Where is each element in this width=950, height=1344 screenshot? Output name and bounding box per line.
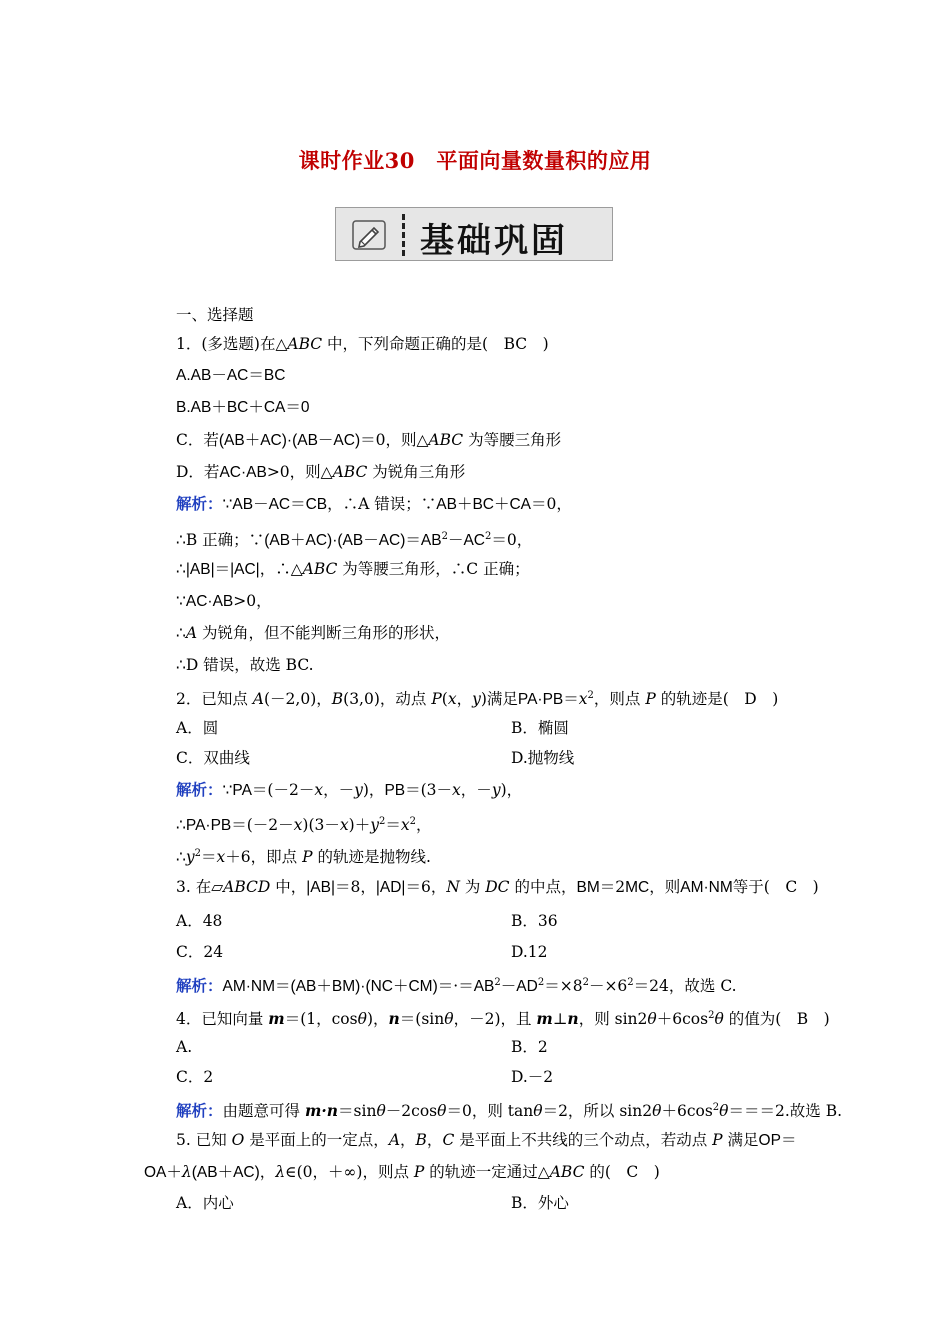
text-run: θ	[376, 1102, 386, 1121]
text-run: B	[415, 1131, 427, 1149]
content-line	[511, 911, 558, 931]
text-run: P	[302, 848, 313, 867]
text-run: (AB＋AC)·(AB－AC)	[218, 432, 361, 449]
content-line	[176, 305, 254, 325]
text-run: y	[354, 781, 363, 799]
content-line	[176, 1037, 192, 1057]
text-run: (AB＋AC)·(AB－AC)＝AB	[264, 532, 442, 550]
content-line	[176, 591, 272, 612]
text-run: D．若	[176, 463, 220, 481]
text-run: y	[185, 848, 195, 867]
content-line	[176, 780, 522, 801]
text-run: B．外心	[511, 1194, 569, 1212]
text-run: ∴	[176, 848, 186, 867]
banner-label: 基础巩固	[420, 221, 568, 261]
text-run: C．2	[176, 1068, 214, 1086]
content-line	[176, 844, 431, 867]
text-run: MC	[625, 879, 650, 896]
text-run: ，	[259, 1163, 276, 1181]
content-line	[176, 365, 285, 386]
text-run: ＝0，则△	[360, 431, 429, 449]
text-run: 3. 在▱	[176, 878, 224, 896]
text-run: ＝·＝	[437, 977, 474, 996]
text-run: ＝(3－	[405, 781, 453, 799]
text-run: ABC	[428, 431, 464, 449]
text-run: ＝0，则 tan	[446, 1102, 534, 1121]
text-run: ∵	[222, 495, 233, 513]
content-line	[511, 718, 569, 738]
text-run: N	[446, 878, 460, 896]
text-run: 解析：	[176, 1101, 223, 1121]
text-run: )，	[362, 781, 385, 799]
text-run: ，－	[460, 781, 492, 799]
content-line	[176, 397, 310, 418]
text-run: PA·PB	[185, 817, 232, 835]
text-run: ∵	[176, 592, 186, 610]
text-run: A．内心	[176, 1194, 234, 1212]
section-banner	[335, 207, 613, 261]
text-run: 等于( C )	[732, 878, 819, 896]
text-run: ＝(sin	[399, 1010, 445, 1029]
text-run: 2	[494, 977, 501, 988]
text-run: AC·AB	[219, 464, 267, 481]
text-run: x	[578, 690, 588, 709]
text-run: ＝＝＝2.故选 B.	[728, 1102, 843, 1121]
content-line	[176, 334, 549, 354]
text-run: －AC	[447, 532, 486, 550]
text-run: )，	[500, 781, 523, 799]
text-run: ABC	[549, 1163, 585, 1181]
text-run: ＝24，故选 C.	[633, 977, 737, 996]
text-run: ，∴A 错误；∵	[327, 495, 437, 513]
text-run: x	[314, 781, 324, 799]
text-run: 为锐角，但不能判断三角形的形状，	[197, 624, 451, 642]
content-line	[176, 911, 222, 931]
text-run: A.	[176, 1038, 193, 1056]
text-run: C	[442, 1131, 455, 1149]
text-run: －2cos	[385, 1102, 438, 1121]
text-run: ，则 sin2	[578, 1010, 648, 1029]
content-line	[511, 1193, 569, 1213]
text-run: 2	[708, 1010, 715, 1021]
content-line	[176, 1067, 213, 1087]
text-run: C．若	[176, 431, 219, 449]
content-line	[511, 942, 548, 962]
text-run: 的中点，	[509, 878, 577, 896]
text-run: 4．已知向量	[176, 1010, 269, 1029]
text-run: x	[339, 816, 349, 835]
content-line	[176, 973, 737, 997]
text-run: C．双曲线	[176, 749, 250, 767]
text-run: 2	[582, 977, 589, 988]
content-line	[176, 1193, 234, 1213]
text-run: 为等腰三角形，∴C 正确；	[337, 560, 530, 578]
text-run: DC	[485, 878, 510, 896]
text-run: )满足	[480, 690, 518, 709]
text-run: >0，则△	[266, 463, 333, 481]
content-line	[511, 748, 574, 768]
text-run: 的( C )	[584, 1163, 660, 1181]
text-run: θ	[533, 1102, 543, 1121]
text-run: )＋	[348, 816, 371, 835]
text-run: λ	[181, 1163, 192, 1181]
text-run: θ	[357, 1010, 367, 1029]
text-run: O	[231, 1131, 245, 1149]
text-run: A	[388, 1131, 401, 1149]
text-run: 是平面上的一定点，	[244, 1131, 389, 1149]
text-run: 2	[485, 531, 492, 542]
text-run: 中，下列命题正确的是( BC )	[322, 335, 549, 353]
page-title: 课时作业30 平面向量数量积的应用	[298, 148, 652, 173]
text-run: ，则点	[593, 690, 646, 709]
content-line	[176, 686, 778, 710]
text-run: ＝	[780, 1131, 797, 1149]
text-run: P	[712, 1131, 723, 1149]
content-line	[176, 655, 314, 675]
text-run: B	[331, 690, 344, 709]
text-run: AM·NM	[680, 879, 733, 896]
text-run: m	[536, 1009, 553, 1029]
text-run: ＋6cos	[661, 1102, 713, 1121]
text-run: 的值为( B )	[723, 1010, 830, 1029]
text-run: 2	[441, 531, 448, 542]
content-line	[144, 1162, 660, 1183]
text-run: 中，	[270, 878, 307, 896]
text-run: 2	[378, 816, 386, 827]
text-run: ＋6，即点	[225, 848, 303, 867]
text-run: 2	[409, 816, 416, 827]
content-line	[176, 942, 223, 962]
text-run: A．48	[176, 912, 223, 930]
content-line	[176, 559, 530, 580]
text-run: ，	[400, 1131, 416, 1149]
text-run: x	[293, 816, 303, 835]
text-run: 解析：	[176, 494, 223, 513]
text-run: ，	[426, 1131, 443, 1149]
text-run: ，	[415, 816, 432, 835]
text-run: ＝0，	[491, 531, 533, 550]
text-run: ＋6cos	[656, 1010, 709, 1029]
text-run: ，－	[323, 781, 355, 799]
text-run: 2	[712, 1102, 720, 1113]
text-run: x	[452, 781, 461, 799]
text-run: AM·NM＝(AB＋BM)·(NC＋CM)	[222, 978, 438, 996]
content-line	[511, 1067, 553, 1087]
text-run: D.12	[511, 943, 548, 961]
text-run: B．36	[511, 912, 558, 930]
text-run: θ	[437, 1102, 447, 1121]
text-run: D.－2	[511, 1068, 554, 1086]
pencil-icon	[352, 220, 386, 250]
text-run: θ	[652, 1102, 662, 1121]
text-run: )，	[366, 1010, 389, 1029]
text-run: ＝2	[599, 878, 626, 896]
text-run: y	[491, 781, 501, 799]
text-run: ，－2)，且	[453, 1010, 537, 1029]
text-run: ∴	[176, 560, 186, 578]
text-run: ＝2，所以 sin2	[542, 1102, 653, 1121]
text-run: ∴B 正确；∵	[176, 531, 265, 550]
text-run: 1．(多选题)在△	[176, 335, 288, 353]
text-run: AB	[473, 978, 495, 996]
text-run: ，	[456, 690, 473, 709]
text-run: P	[413, 1163, 425, 1181]
text-run: PB	[384, 782, 406, 799]
text-run: m·n	[304, 1101, 339, 1121]
content-line	[176, 1006, 830, 1029]
text-run: n	[567, 1009, 579, 1029]
banner-divider	[402, 214, 405, 256]
text-run: ∴D 错误，故选 BC.	[176, 656, 314, 674]
text-run: x	[400, 816, 410, 835]
text-run: 一、选择题	[176, 306, 254, 324]
text-run: B．2	[511, 1038, 548, 1056]
text-run: ＝8，	[334, 878, 376, 896]
text-run: θ	[719, 1102, 729, 1121]
text-run: x	[447, 690, 457, 709]
content-line	[176, 527, 532, 551]
content-line	[176, 877, 819, 898]
text-run: |AB|＝|AC|	[185, 561, 260, 578]
text-run: 是平面上不共线的三个动点，若动点	[454, 1131, 713, 1149]
text-run: )(3－	[302, 816, 340, 835]
text-run: θ	[647, 1010, 657, 1029]
text-run: A．圆	[176, 719, 219, 737]
text-run: ＝	[563, 690, 579, 709]
text-run: y	[370, 816, 379, 835]
content-line	[176, 494, 572, 515]
text-run: ＋	[166, 1163, 182, 1181]
text-run: ＝(－2－	[231, 816, 294, 835]
text-run: ABC	[302, 560, 338, 578]
text-run: |AB|	[306, 879, 335, 896]
text-run: OA	[144, 1164, 167, 1181]
text-run: ＝×8	[544, 977, 583, 996]
content-line	[176, 1098, 842, 1121]
text-run: P	[645, 690, 656, 709]
text-run: θ	[444, 1010, 454, 1029]
text-run: 2	[587, 690, 594, 701]
text-run: D.抛物线	[511, 749, 575, 767]
text-run: P	[431, 690, 442, 709]
text-run: 为等腰三角形	[463, 431, 562, 449]
text-run: (3,0)，动点	[343, 690, 432, 709]
text-run: ⊥	[552, 1010, 568, 1029]
text-run: BM	[576, 879, 600, 896]
text-run: x	[216, 848, 226, 867]
text-run: 由题意可得	[222, 1102, 305, 1121]
text-run: ＝	[201, 848, 217, 867]
text-run: ，则	[649, 878, 681, 896]
text-run: A	[185, 624, 198, 642]
text-run: C．24	[176, 943, 224, 961]
text-run: ＝6，	[405, 878, 447, 896]
text-run: (－2,0)，	[264, 690, 332, 709]
text-run: A	[252, 690, 264, 709]
text-run: 为锐角三角形	[367, 463, 466, 481]
text-run: 2	[194, 848, 202, 859]
text-run: λ	[275, 1163, 286, 1181]
text-run: |AD|	[375, 879, 406, 896]
text-run: 的轨迹一定通过△	[424, 1163, 550, 1181]
text-run: ＝	[385, 816, 401, 835]
text-run: n	[388, 1009, 400, 1029]
text-run: 满足	[722, 1131, 759, 1149]
text-run: θ	[714, 1010, 724, 1029]
text-run: (AB＋AC)	[191, 1164, 260, 1181]
text-run: AC·AB	[185, 593, 234, 610]
text-run: 的轨迹是抛物线.	[312, 848, 431, 867]
content-line	[176, 718, 218, 738]
text-run: (	[441, 690, 448, 709]
text-run: 2．已知点	[176, 690, 253, 709]
content-line	[176, 623, 450, 643]
text-run: －	[500, 977, 517, 996]
text-run: 2	[627, 977, 634, 988]
content-line	[176, 430, 561, 451]
text-run: 解析：	[176, 976, 223, 996]
text-run: ＝(－2－	[251, 781, 315, 799]
text-run: ＝(1，cos	[284, 1010, 358, 1029]
content-line	[176, 812, 432, 836]
text-run: AB－AC＝CB	[232, 496, 328, 513]
text-run: OP	[758, 1132, 781, 1149]
content-line	[176, 462, 465, 483]
text-run: ABC	[287, 335, 323, 353]
text-run: ，∴△	[259, 560, 303, 578]
text-run: ∵	[222, 781, 233, 799]
text-run: ∴	[176, 816, 186, 835]
text-run: ∈(0，＋∞)，则点	[285, 1163, 414, 1181]
text-run: ∴	[176, 624, 186, 642]
content-line	[176, 748, 250, 768]
text-run: PA	[232, 782, 252, 799]
text-run: 解析：	[176, 780, 223, 799]
content-line	[511, 1037, 548, 1057]
text-run: B.AB＋BC＋CA＝0	[176, 399, 310, 416]
text-run: 5. 已知	[176, 1131, 232, 1149]
text-run: m	[268, 1009, 285, 1029]
text-run: ABC	[332, 463, 368, 481]
text-run: AD	[516, 978, 538, 996]
text-run: ＝sin	[338, 1102, 377, 1121]
text-run: A.AB－AC＝BC	[176, 367, 286, 384]
text-run: >0，	[233, 592, 272, 610]
text-run: ABCD	[223, 878, 271, 896]
text-run: －×6	[588, 977, 628, 996]
text-run: ＝0，	[531, 495, 572, 513]
text-run: B．椭圆	[511, 719, 569, 737]
text-run: 2	[537, 977, 545, 988]
content-line	[176, 1130, 796, 1151]
text-run: 为	[459, 878, 486, 896]
text-run: PA·PB	[517, 691, 564, 709]
text-run: y	[472, 690, 481, 709]
text-run: 的轨迹是( D )	[655, 690, 779, 709]
text-run: AB＋BC＋CA	[436, 496, 532, 513]
